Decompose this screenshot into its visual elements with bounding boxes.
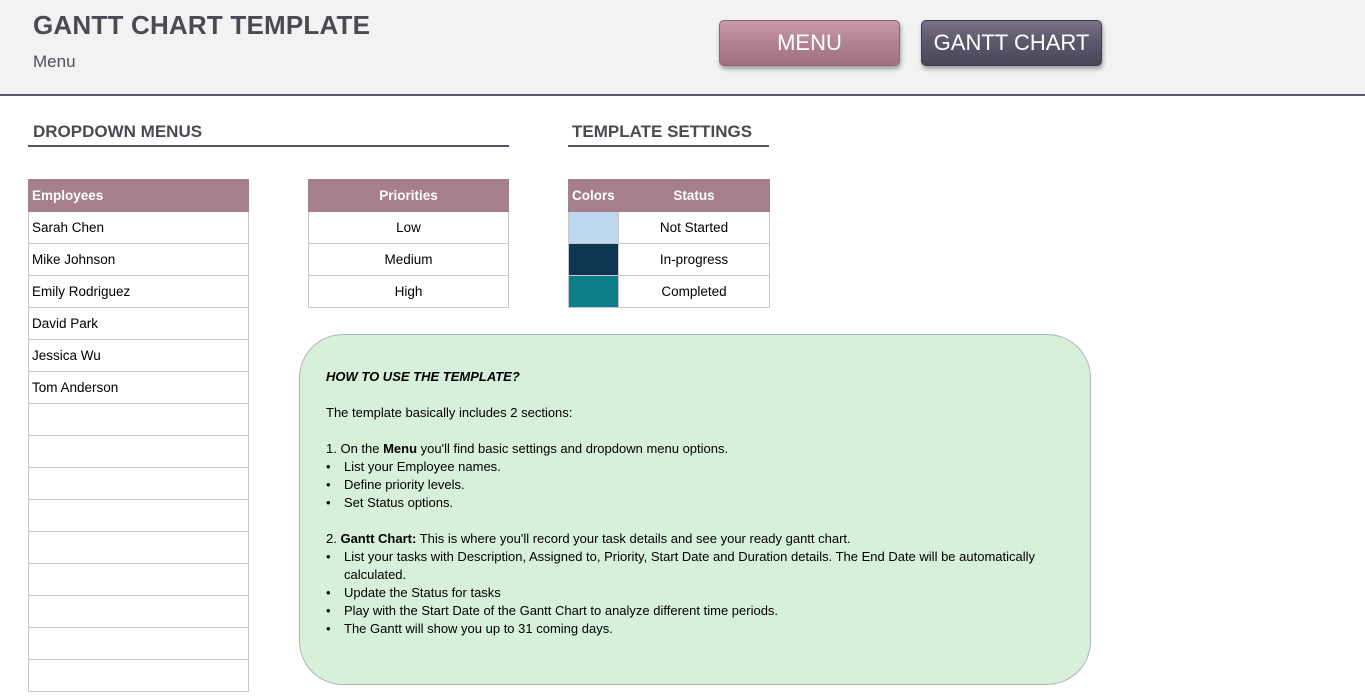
employee-cell[interactable] xyxy=(29,532,249,564)
app-title: GANTT CHART TEMPLATE xyxy=(33,10,371,40)
employee-cell[interactable]: Emily Rodriguez xyxy=(29,276,249,308)
employee-cell[interactable] xyxy=(29,436,249,468)
instruction-bullet xyxy=(326,548,1064,584)
instruction-bullet xyxy=(326,584,1064,602)
colors-header: Colors xyxy=(569,180,619,212)
instruction-bullet xyxy=(326,458,1064,476)
status-header: Status xyxy=(619,180,770,212)
table-row xyxy=(29,436,249,468)
employee-cell[interactable]: Sarah Chen xyxy=(29,212,249,244)
employee-cell[interactable] xyxy=(29,468,249,500)
priority-cell[interactable]: High xyxy=(309,276,509,308)
bullet-text: Update the Status for tasks xyxy=(344,585,501,600)
table-row xyxy=(569,244,770,276)
priority-cell[interactable]: Medium xyxy=(309,244,509,276)
table-row xyxy=(29,500,249,532)
status-cell[interactable]: Not Started xyxy=(619,212,770,244)
section1-text: 1. On the Menu you'll find basic settings and dropdown menu options. xyxy=(326,441,729,456)
priorities-table xyxy=(308,179,509,308)
employee-cell[interactable] xyxy=(29,500,249,532)
bullet-icon: • xyxy=(326,621,331,636)
section-divider xyxy=(568,145,769,147)
gantt-chart-button[interactable]: GANTT CHART xyxy=(921,20,1102,66)
table-row xyxy=(309,276,509,308)
bullet-text: List your Employee names. xyxy=(344,459,501,474)
priorities-header: Priorities xyxy=(309,180,509,212)
bullet-icon: • xyxy=(326,495,331,510)
instructions-intro: The template basically includes 2 sections: xyxy=(326,405,573,420)
status-color-swatch[interactable] xyxy=(569,212,619,244)
employees-table xyxy=(28,179,249,692)
status-cell[interactable]: In-progress xyxy=(619,244,770,276)
table-row xyxy=(569,276,770,308)
employee-cell[interactable]: Mike Johnson xyxy=(29,244,249,276)
table-row xyxy=(29,468,249,500)
section-divider xyxy=(28,145,509,147)
bullet-text: List your tasks with Description, Assigned to, Priority, Start Date and Duration details. The End Date will be automatically calculated. xyxy=(344,549,1036,582)
status-color-swatch[interactable] xyxy=(569,244,619,276)
table-row xyxy=(29,564,249,596)
employees-header: Employees xyxy=(29,180,249,212)
table-row xyxy=(29,596,249,628)
bullet-icon: • xyxy=(326,477,331,492)
instructions-box xyxy=(299,334,1091,685)
bullet-text: Define priority levels. xyxy=(344,477,465,492)
bullet-text: Play with the Start Date of the Gantt Chart to analyze different time periods. xyxy=(344,603,779,618)
bullet-text: Set Status options. xyxy=(344,495,454,510)
bullet-icon: • xyxy=(326,603,331,618)
employee-cell[interactable]: Jessica Wu xyxy=(29,340,249,372)
bullet-icon: • xyxy=(326,585,331,600)
table-row xyxy=(29,212,249,244)
table-row xyxy=(29,628,249,660)
table-row xyxy=(569,212,770,244)
status-color-swatch[interactable] xyxy=(569,276,619,308)
employee-cell[interactable] xyxy=(29,564,249,596)
header-bar xyxy=(0,0,1365,96)
template-settings-title: TEMPLATE SETTINGS xyxy=(572,122,753,141)
employee-cell[interactable]: David Park xyxy=(29,308,249,340)
instruction-bullet xyxy=(326,476,1064,494)
table-row xyxy=(29,308,249,340)
employee-cell[interactable] xyxy=(29,628,249,660)
table-row xyxy=(29,244,249,276)
bullet-icon: • xyxy=(326,549,331,564)
employee-cell[interactable] xyxy=(29,404,249,436)
menu-button[interactable]: MENU xyxy=(719,20,900,66)
priority-cell[interactable]: Low xyxy=(309,212,509,244)
instruction-bullet xyxy=(326,620,1064,638)
table-row xyxy=(309,244,509,276)
dropdown-menus-title: DROPDOWN MENUS xyxy=(33,122,203,141)
instruction-bullet xyxy=(326,494,1064,512)
section2-text: 2. Gantt Chart: This is where you'll record your task details and see your ready gantt chart. xyxy=(326,531,851,546)
table-row xyxy=(29,532,249,564)
table-row xyxy=(29,404,249,436)
employee-cell[interactable] xyxy=(29,660,249,692)
employee-cell[interactable] xyxy=(29,596,249,628)
table-row xyxy=(29,660,249,692)
table-row xyxy=(309,212,509,244)
status-settings-table xyxy=(568,179,770,308)
page-subtitle: Menu xyxy=(33,52,76,71)
bullet-text: The Gantt will show you up to 31 coming days. xyxy=(344,621,613,636)
table-row xyxy=(29,340,249,372)
table-row xyxy=(29,372,249,404)
instructions-heading: HOW TO USE THE TEMPLATE? xyxy=(326,369,520,384)
employee-cell[interactable]: Tom Anderson xyxy=(29,372,249,404)
status-cell[interactable]: Completed xyxy=(619,276,770,308)
table-row xyxy=(29,276,249,308)
instruction-bullet xyxy=(326,602,1064,620)
bullet-icon: • xyxy=(326,459,331,474)
